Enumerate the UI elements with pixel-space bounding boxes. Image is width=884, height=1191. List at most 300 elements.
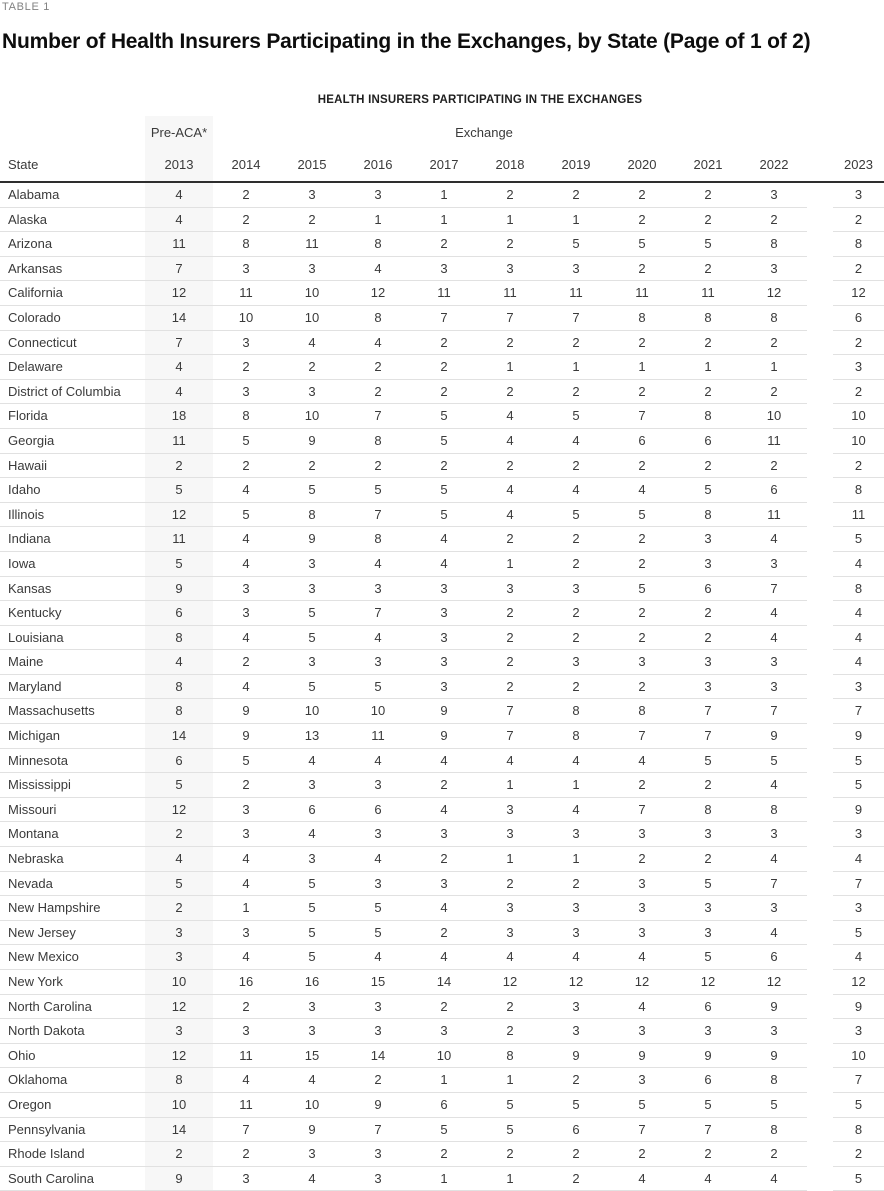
year-column-header: 2013 <box>145 148 213 182</box>
state-name-cell: Hawaii <box>0 453 145 478</box>
value-cell: 5 <box>145 773 213 798</box>
value-cell: 5 <box>411 428 477 453</box>
state-name-cell: Connecticut <box>0 330 145 355</box>
value-cell: 3 <box>213 576 279 601</box>
value-cell: 3 <box>609 920 675 945</box>
value-cell: 8 <box>543 724 609 749</box>
year-column-header: 2015 <box>279 148 345 182</box>
value-cell: 2 <box>833 207 884 232</box>
value-cell: 2 <box>543 1068 609 1093</box>
value-cell: 4 <box>345 945 411 970</box>
value-cell: 9 <box>741 724 807 749</box>
value-cell: 4 <box>741 527 807 552</box>
value-cell: 10 <box>833 428 884 453</box>
value-cell: 4 <box>543 797 609 822</box>
value-cell: 2 <box>543 1166 609 1191</box>
value-cell: 5 <box>345 674 411 699</box>
column-gap-spacer <box>807 478 833 503</box>
value-cell: 5 <box>213 428 279 453</box>
column-gap-spacer <box>807 453 833 478</box>
value-cell: 15 <box>345 970 411 995</box>
value-cell: 4 <box>543 748 609 773</box>
value-cell: 6 <box>833 305 884 330</box>
value-cell: 8 <box>145 674 213 699</box>
value-cell: 4 <box>279 748 345 773</box>
value-cell: 2 <box>145 453 213 478</box>
value-cell: 9 <box>833 797 884 822</box>
value-cell: 3 <box>345 650 411 675</box>
value-cell: 7 <box>477 724 543 749</box>
value-cell: 2 <box>741 379 807 404</box>
value-cell: 3 <box>741 896 807 921</box>
column-gap-spacer <box>807 945 833 970</box>
value-cell: 12 <box>145 994 213 1019</box>
value-cell: 7 <box>345 1117 411 1142</box>
column-gap-spacer <box>807 970 833 995</box>
value-cell: 10 <box>213 305 279 330</box>
value-cell: 4 <box>411 551 477 576</box>
value-cell: 3 <box>213 822 279 847</box>
value-cell: 4 <box>213 674 279 699</box>
value-cell: 1 <box>213 896 279 921</box>
value-cell: 1 <box>741 355 807 380</box>
value-cell: 14 <box>145 305 213 330</box>
value-cell: 12 <box>145 281 213 306</box>
value-cell: 14 <box>411 970 477 995</box>
value-cell: 1 <box>543 773 609 798</box>
value-cell: 1 <box>609 355 675 380</box>
value-cell: 2 <box>213 182 279 207</box>
value-cell: 4 <box>741 625 807 650</box>
table-row <box>0 920 884 945</box>
value-cell: 4 <box>477 502 543 527</box>
value-cell: 4 <box>411 945 477 970</box>
value-cell: 16 <box>279 970 345 995</box>
table-row <box>0 994 884 1019</box>
value-cell: 3 <box>675 551 741 576</box>
value-cell: 2 <box>609 256 675 281</box>
value-cell: 2 <box>543 453 609 478</box>
column-gap-spacer <box>807 1166 833 1191</box>
value-cell: 2 <box>543 625 609 650</box>
column-gap-spacer <box>807 625 833 650</box>
value-cell: 5 <box>279 478 345 503</box>
value-cell: 11 <box>833 502 884 527</box>
value-cell: 3 <box>833 355 884 380</box>
state-name-cell: Maine <box>0 650 145 675</box>
value-cell: 3 <box>213 256 279 281</box>
state-name-cell: Georgia <box>0 428 145 453</box>
year-column-header: 2017 <box>411 148 477 182</box>
value-cell: 11 <box>213 281 279 306</box>
value-cell: 3 <box>543 896 609 921</box>
table-row <box>0 404 884 429</box>
value-cell: 2 <box>609 379 675 404</box>
value-cell: 5 <box>279 625 345 650</box>
value-cell: 3 <box>543 1019 609 1044</box>
value-cell: 2 <box>213 650 279 675</box>
state-name-cell: Minnesota <box>0 748 145 773</box>
column-gap-spacer <box>807 1019 833 1044</box>
value-cell: 11 <box>543 281 609 306</box>
value-cell: 2 <box>741 453 807 478</box>
value-cell: 2 <box>543 330 609 355</box>
value-cell: 8 <box>741 232 807 257</box>
table-row <box>0 256 884 281</box>
value-cell: 9 <box>213 699 279 724</box>
value-cell: 5 <box>279 871 345 896</box>
state-name-cell: Idaho <box>0 478 145 503</box>
value-cell: 2 <box>213 355 279 380</box>
value-cell: 2 <box>675 453 741 478</box>
value-cell: 8 <box>213 232 279 257</box>
column-gap-spacer <box>807 207 833 232</box>
value-cell: 4 <box>675 1166 741 1191</box>
value-cell: 14 <box>145 1117 213 1142</box>
value-cell: 7 <box>609 1117 675 1142</box>
value-cell: 3 <box>609 871 675 896</box>
value-cell: 8 <box>279 502 345 527</box>
value-cell: 6 <box>675 428 741 453</box>
value-cell: 5 <box>675 748 741 773</box>
value-cell: 8 <box>675 305 741 330</box>
value-cell: 8 <box>675 797 741 822</box>
value-cell: 11 <box>145 527 213 552</box>
table-row <box>0 428 884 453</box>
column-gap-spacer <box>807 182 833 207</box>
value-cell: 4 <box>609 945 675 970</box>
column-gap-spacer <box>807 576 833 601</box>
value-cell: 3 <box>279 551 345 576</box>
state-name-cell: Pennsylvania <box>0 1117 145 1142</box>
value-cell: 4 <box>741 920 807 945</box>
value-cell: 10 <box>279 281 345 306</box>
value-cell: 11 <box>345 724 411 749</box>
value-cell: 3 <box>345 1142 411 1167</box>
value-cell: 2 <box>411 994 477 1019</box>
value-cell: 3 <box>741 650 807 675</box>
value-cell: 2 <box>609 1142 675 1167</box>
value-cell: 3 <box>345 773 411 798</box>
value-cell: 5 <box>213 502 279 527</box>
value-cell: 2 <box>543 601 609 626</box>
value-cell: 2 <box>345 355 411 380</box>
value-cell: 4 <box>833 945 884 970</box>
value-cell: 3 <box>609 1068 675 1093</box>
value-cell: 4 <box>543 478 609 503</box>
column-gap-spacer <box>807 1142 833 1167</box>
table-subtitle: HEALTH INSURERS PARTICIPATING IN THE EXCHANGES <box>317 94 643 106</box>
value-cell: 4 <box>279 822 345 847</box>
column-gap-spacer <box>807 748 833 773</box>
value-cell: 11 <box>741 502 807 527</box>
table-row <box>0 207 884 232</box>
table-row <box>0 502 884 527</box>
value-cell: 8 <box>543 699 609 724</box>
value-cell: 4 <box>477 748 543 773</box>
value-cell: 3 <box>477 896 543 921</box>
value-cell: 5 <box>543 232 609 257</box>
value-cell: 3 <box>279 1142 345 1167</box>
value-cell: 4 <box>833 625 884 650</box>
value-cell: 4 <box>213 551 279 576</box>
value-cell: 11 <box>741 428 807 453</box>
value-cell: 7 <box>741 871 807 896</box>
value-cell: 7 <box>345 601 411 626</box>
table-row <box>0 1142 884 1167</box>
value-cell: 9 <box>411 724 477 749</box>
value-cell: 5 <box>675 1092 741 1117</box>
value-cell: 6 <box>345 797 411 822</box>
table-row <box>0 724 884 749</box>
value-cell: 8 <box>741 1068 807 1093</box>
value-cell: 2 <box>609 847 675 872</box>
table-body <box>0 182 884 1191</box>
value-cell: 3 <box>477 797 543 822</box>
value-cell: 10 <box>279 404 345 429</box>
value-cell: 5 <box>345 478 411 503</box>
value-cell: 4 <box>213 625 279 650</box>
state-name-cell: Michigan <box>0 724 145 749</box>
value-cell: 2 <box>411 379 477 404</box>
value-cell: 3 <box>279 379 345 404</box>
table-row <box>0 1166 884 1191</box>
value-cell: 4 <box>145 207 213 232</box>
value-cell: 3 <box>411 674 477 699</box>
value-cell: 2 <box>833 256 884 281</box>
value-cell: 5 <box>543 1092 609 1117</box>
value-cell: 11 <box>477 281 543 306</box>
value-cell: 4 <box>345 330 411 355</box>
value-cell: 2 <box>543 527 609 552</box>
value-cell: 10 <box>145 1092 213 1117</box>
value-cell: 5 <box>477 1092 543 1117</box>
value-cell: 3 <box>675 527 741 552</box>
value-cell: 1 <box>543 207 609 232</box>
value-cell: 2 <box>609 773 675 798</box>
value-cell: 3 <box>411 650 477 675</box>
value-cell: 15 <box>279 1043 345 1068</box>
value-cell: 12 <box>609 970 675 995</box>
value-cell: 2 <box>411 355 477 380</box>
value-cell: 2 <box>477 871 543 896</box>
value-cell: 4 <box>477 945 543 970</box>
value-cell: 4 <box>213 847 279 872</box>
value-cell: 2 <box>609 527 675 552</box>
value-cell: 5 <box>279 674 345 699</box>
value-cell: 7 <box>741 576 807 601</box>
value-cell: 2 <box>411 232 477 257</box>
state-name-cell: South Carolina <box>0 1166 145 1191</box>
value-cell: 3 <box>833 822 884 847</box>
value-cell: 3 <box>279 994 345 1019</box>
value-cell: 4 <box>741 847 807 872</box>
value-cell: 4 <box>833 650 884 675</box>
value-cell: 2 <box>345 1068 411 1093</box>
value-cell: 4 <box>741 601 807 626</box>
value-cell: 2 <box>477 527 543 552</box>
value-cell: 7 <box>833 871 884 896</box>
value-cell: 8 <box>741 1117 807 1142</box>
value-cell: 9 <box>675 1043 741 1068</box>
value-cell: 2 <box>609 330 675 355</box>
value-cell: 2 <box>411 847 477 872</box>
state-name-cell: Colorado <box>0 305 145 330</box>
value-cell: 2 <box>411 773 477 798</box>
value-cell: 1 <box>477 1068 543 1093</box>
table-header <box>0 116 884 182</box>
column-gap-spacer <box>807 281 833 306</box>
column-gap-spacer <box>807 404 833 429</box>
value-cell: 12 <box>477 970 543 995</box>
column-gap-spacer <box>807 847 833 872</box>
value-cell: 2 <box>543 379 609 404</box>
value-cell: 3 <box>345 1166 411 1191</box>
value-cell: 5 <box>833 920 884 945</box>
state-group-spacer <box>0 116 145 148</box>
value-cell: 4 <box>279 1068 345 1093</box>
value-cell: 3 <box>543 994 609 1019</box>
value-cell: 6 <box>145 748 213 773</box>
insurers-table <box>0 116 884 1191</box>
value-cell: 3 <box>213 920 279 945</box>
value-cell: 2 <box>833 330 884 355</box>
value-cell: 3 <box>411 576 477 601</box>
table-row <box>0 576 884 601</box>
value-cell: 12 <box>833 281 884 306</box>
value-cell: 5 <box>675 945 741 970</box>
value-cell: 3 <box>741 1019 807 1044</box>
value-cell: 10 <box>279 699 345 724</box>
value-cell: 2 <box>543 674 609 699</box>
state-name-cell: Louisiana <box>0 625 145 650</box>
state-name-cell: Arkansas <box>0 256 145 281</box>
value-cell: 3 <box>279 1019 345 1044</box>
table-row <box>0 896 884 921</box>
value-cell: 18 <box>145 404 213 429</box>
state-name-cell: Iowa <box>0 551 145 576</box>
value-cell: 3 <box>345 576 411 601</box>
value-cell: 8 <box>213 404 279 429</box>
value-cell: 3 <box>543 256 609 281</box>
value-cell: 2 <box>411 330 477 355</box>
value-cell: 2 <box>675 625 741 650</box>
value-cell: 2 <box>477 1142 543 1167</box>
state-name-cell: Alabama <box>0 182 145 207</box>
value-cell: 12 <box>145 502 213 527</box>
value-cell: 8 <box>609 699 675 724</box>
state-name-cell: New Jersey <box>0 920 145 945</box>
value-cell: 3 <box>345 182 411 207</box>
value-cell: 4 <box>145 650 213 675</box>
column-gap-spacer <box>807 148 833 182</box>
value-cell: 16 <box>213 970 279 995</box>
exchange-group-header: Exchange <box>455 124 513 140</box>
value-cell: 12 <box>543 970 609 995</box>
value-cell: 9 <box>145 1166 213 1191</box>
value-cell: 3 <box>609 896 675 921</box>
state-name-cell: Ohio <box>0 1043 145 1068</box>
value-cell: 10 <box>411 1043 477 1068</box>
value-cell: 8 <box>145 625 213 650</box>
state-name-cell: District of Columbia <box>0 379 145 404</box>
value-cell: 2 <box>609 453 675 478</box>
state-name-cell: New Hampshire <box>0 896 145 921</box>
column-gap-spacer <box>807 355 833 380</box>
value-cell: 3 <box>833 896 884 921</box>
table-row <box>0 847 884 872</box>
value-cell: 6 <box>145 601 213 626</box>
value-cell: 5 <box>833 1166 884 1191</box>
value-cell: 4 <box>543 428 609 453</box>
page-title: Number of Health Insurers Participating in the Exchanges, by State (Page of 1 of 2) <box>2 30 811 53</box>
value-cell: 5 <box>145 551 213 576</box>
value-cell: 11 <box>145 428 213 453</box>
value-cell: 5 <box>609 502 675 527</box>
value-cell: 3 <box>609 650 675 675</box>
value-cell: 2 <box>145 822 213 847</box>
column-gap-spacer <box>807 232 833 257</box>
value-cell: 5 <box>345 896 411 921</box>
value-cell: 2 <box>609 674 675 699</box>
table-row <box>0 822 884 847</box>
value-cell: 5 <box>833 1092 884 1117</box>
value-cell: 4 <box>345 625 411 650</box>
pre-aca-group-header: Pre-ACA* <box>145 116 213 148</box>
table-row <box>0 871 884 896</box>
value-cell: 12 <box>675 970 741 995</box>
value-cell: 1 <box>411 207 477 232</box>
value-cell: 8 <box>145 1068 213 1093</box>
value-cell: 2 <box>675 379 741 404</box>
value-cell: 4 <box>543 945 609 970</box>
value-cell: 2 <box>675 207 741 232</box>
column-gap-spacer <box>807 428 833 453</box>
value-cell: 7 <box>145 330 213 355</box>
value-cell: 8 <box>477 1043 543 1068</box>
year-header-row <box>0 148 884 182</box>
value-cell: 3 <box>145 920 213 945</box>
table-row <box>0 748 884 773</box>
value-cell: 7 <box>213 1117 279 1142</box>
value-cell: 8 <box>741 797 807 822</box>
state-name-cell: Alaska <box>0 207 145 232</box>
value-cell: 4 <box>741 1166 807 1191</box>
table-row <box>0 601 884 626</box>
value-cell: 4 <box>833 847 884 872</box>
table-row <box>0 1043 884 1068</box>
state-name-cell: Indiana <box>0 527 145 552</box>
column-gap-spacer <box>807 305 833 330</box>
value-cell: 7 <box>145 256 213 281</box>
value-cell: 1 <box>477 773 543 798</box>
value-cell: 12 <box>345 281 411 306</box>
value-cell: 4 <box>477 428 543 453</box>
value-cell: 5 <box>609 1092 675 1117</box>
table-row <box>0 182 884 207</box>
value-cell: 7 <box>833 1068 884 1093</box>
value-cell: 3 <box>543 576 609 601</box>
state-name-cell: Missouri <box>0 797 145 822</box>
table-row <box>0 478 884 503</box>
value-cell: 1 <box>675 355 741 380</box>
value-cell: 2 <box>543 1142 609 1167</box>
column-gap-spacer <box>807 994 833 1019</box>
value-cell: 5 <box>833 748 884 773</box>
value-cell: 12 <box>741 281 807 306</box>
state-name-cell: New Mexico <box>0 945 145 970</box>
table-row <box>0 650 884 675</box>
